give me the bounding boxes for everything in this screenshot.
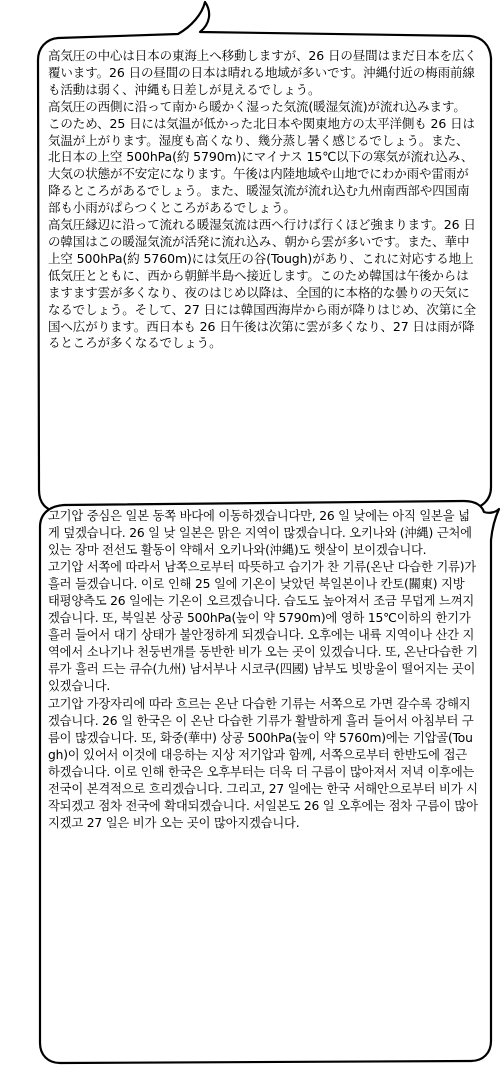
japanese-weather-text: 高気圧の中心は日本の東海上へ移動しますが、26 日の昼間はまだ日本を広く覆います。26 日の昼間の日本は晴れる地域が多いです。沖縄付近の梅雨前線も活動は弱く、沖縄も日差しが見えるでしょう。 高気圧の西側に沿って南から暖かく湿った気流(暖湿気流)が流れ込みます。このため、25 日には気温が低かった北日本や関東地方の太平洋側も 26 日は気温が上がります。湿度も高くなり、幾分蒸し暑く感じるでしょう。また、北日本の上空 500hPa(約 5790m)にマイナス 15℃以下の寒気が流れ込み、大気の状態が不安定になります。午後は内陸地域や山地でにわか雨や雷雨が降るところがあるでしょう。また、暖湿気流が流れ込む九州南西部や四国南部も小雨がぱらつくところがあるでしょう。 高気圧縁辺に沿って流れる暖湿気流は西へ行けば行くほど強まります。26 日の韓国はこの暖湿気流が活発に流れ込み、朝から雲が多いです。また、華中上空 500hPa(約 5760m)には気圧の谷(Tough)があり、これに対応する地上低気圧とともに、西から朝鮮半島へ接近します。このため韓国は午後からはますます雲が多くなり、夜のはじめ以降は、全国的に本格的な曇りの天気になるでしょう。そして、27 日には韓国西海岸から雨が降りはじめ、次第に全国へ広がります。西日本も 26 日午後は次第に雲が多くなり、27 日は雨が降るところが多くなるでしょう。 [48, 48, 477, 351]
korean-weather-text: 고기압 중심은 일본 동쪽 바다에 이동하겠습니다만, 26 일 낮에는 아직 일본을 넓게 덮겠습니다. 26 일 낮 일본은 맑은 지역이 많겠습니다. 오키나와 (沖縄) 근처에 있는 장마 전선도 활동이 약해서 오키나와(沖縄)도 햇살이 보이겠습니다. 고기압 서쪽에 따라서 남쪽으로부터 따뜻하고 습기가 찬 기류(온난 다습한 기류)가 흘러 들겠습니다. 이로 인해 25 일에 기온이 낮았던 북일본이나 칸토(關東) 지방 태평양측도 26 일에는 기온이 오르겠습니다. 습도도 높아져서 조금 무덥게 느껴지겠습니다. 또, 북일본 상공 500hPa(높이 약 5790m)에 영하 15℃이하의 한기가 흘러 들어서 대기 상태가 불안정하게 되겠습니다. 오후에는 내륙 지역이나 산간 지역에서 소나기나 천둥번개를 동반한 비가 오는 곳이 있겠습니다. 또, 온난다습한 기류가 흘러 드는 큐슈(九州) 남서부나 시코쿠(四國) 남부도 빗방울이 떨어지는 곳이 있겠습니다. 고기압 가장자리에 따라 흐르는 온난 다습한 기류는 서쪽으로 가면 갈수록 강해지겠습니다. 26 일 한국은 이 온난 다습한 기류가 활발하게 흘러 들어서 아침부터 구름이 많겠습니다. 또, 화중(華中) 상공 500hPa(높이 약 5760m)에는 기압골(Tough)이 있어서 이것에 대응하는 지상 저기압과 함께, 서쪽으로부터 한반도에 접근하겠습니다. 이로 인해 한국은 오후부터는 더욱 더 구름이 많아져서 저녁 이후에는 전국이 본격적으로 흐리겠습니다. 그리고, 27 일에는 한국 서해안으로부터 비가 시작되겠고 점차 전국에 확대되겠습니다. 서일본도 26 일 오후에는 점차 구름이 많아지겠고 27 일은 비가 오는 곳이 많아지겠습니다. [48, 509, 478, 830]
